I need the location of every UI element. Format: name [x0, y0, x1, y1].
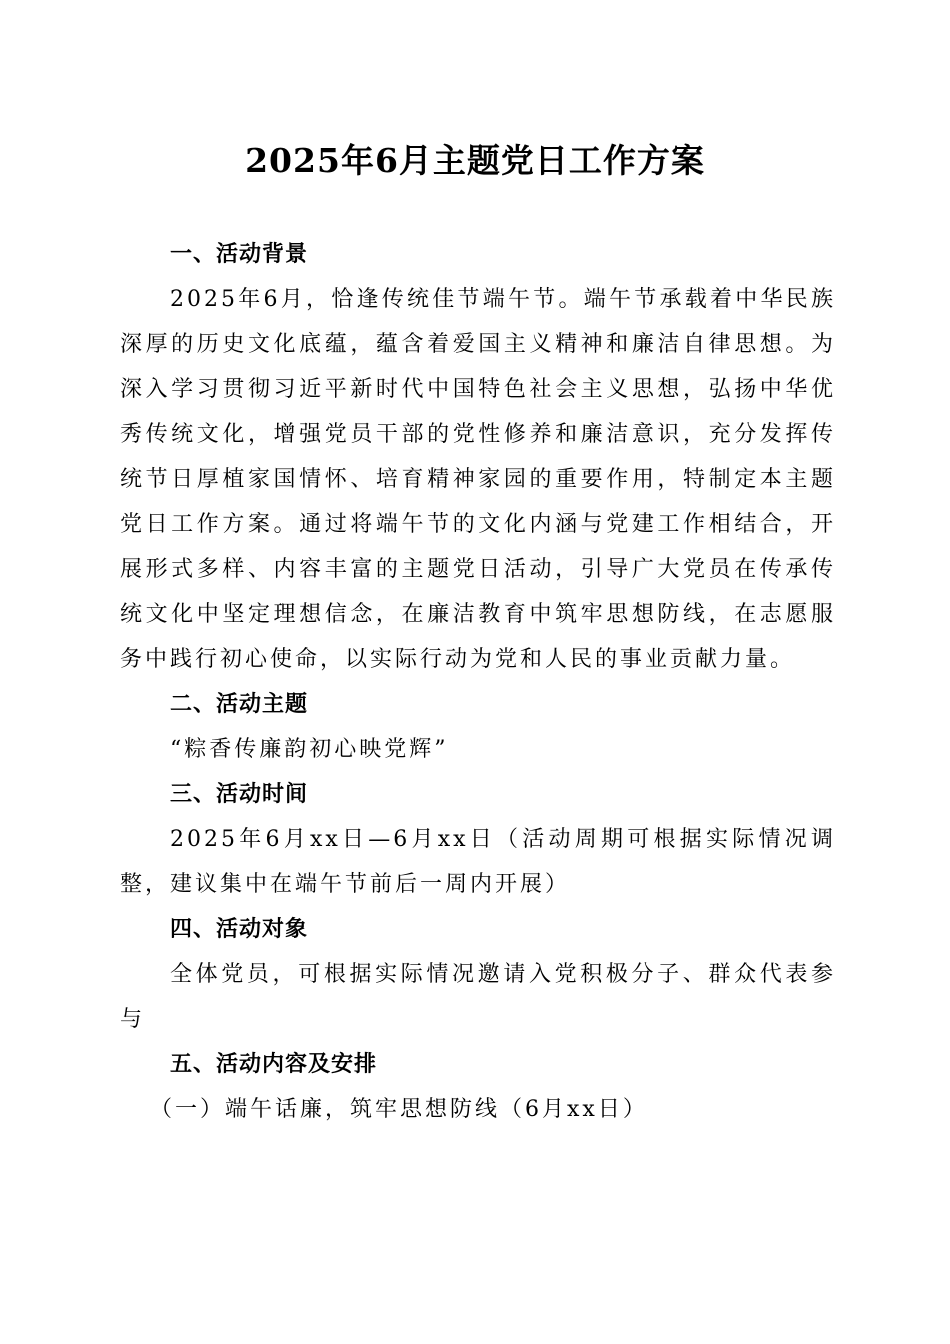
- section-heading-content: 五、活动内容及安排: [170, 1052, 378, 1077]
- document-body: [120, 232, 836, 1132]
- section-heading-background: 一、活动背景: [170, 242, 309, 267]
- subsection-heading-1: （一）端午话廉，筑牢思想防线（6月xx日）: [150, 1097, 648, 1122]
- section-paragraph-background: 2025年6月，恰逢传统佳节端午节。端午节承载着中华民族深厚的历史文化底蕴，蕴含着爱国主义精神和廉洁自律思想。为深入学习贯彻习近平新时代中国特色社会主义思想，弘扬中华优秀传统文化，增强党员干部的党性修养和廉洁意识，充分发挥传统节日厚植家国情怀、培育精神家园的重要作用，特制定本主题党日工作方案。通过将端午节的文化内涵与党建工作相结合，开展形式多样、内容丰富的主题党日活动，引导广大党员在传承传统文化中坚定理想信念，在廉洁教育中筑牢思想防线，在志愿服务中践行初心使命，以实际行动为党和人民的事业贡献力量。: [120, 287, 836, 672]
- document-title: 2025年6月主题党日工作方案: [245, 141, 705, 180]
- section-paragraph-theme: “粽香传廉韵初心映党辉”: [170, 737, 449, 762]
- section-paragraph-time: 2025年6月xx日—6月xx日（活动周期可根据实际情况调整，建议集中在端午节前后一周内开展）: [120, 827, 836, 897]
- section-paragraph-participants: 全体党员，可根据实际情况邀请入党积极分子、群众代表参与: [120, 962, 836, 1032]
- section-heading-theme: 二、活动主题: [170, 692, 309, 717]
- section-heading-time: 三、活动时间: [170, 782, 309, 807]
- section-heading-participants: 四、活动对象: [170, 917, 309, 942]
